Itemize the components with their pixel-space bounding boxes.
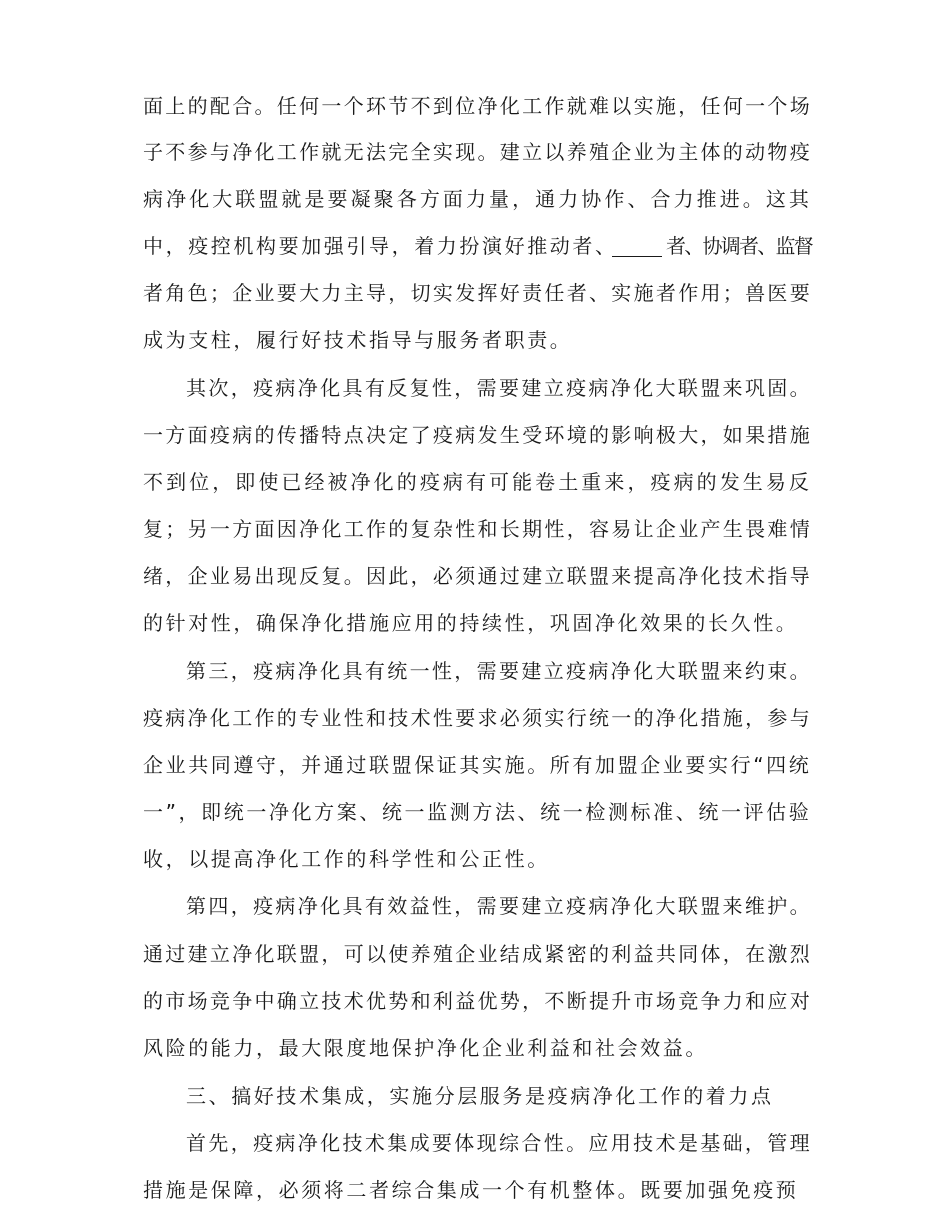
- text-line: [0, 1121, 950, 1165]
- line-text: 第四，疫病净化具有效益性，需要建立疫病净化大联盟来维护。: [186, 894, 812, 918]
- line-text: 绪，企业易出现反复。因此，必须通过建立联盟来提高净化技术指导: [143, 564, 812, 588]
- line-text: 中，疫控机构要加强引导，着力扮演好推动者、: [143, 234, 618, 258]
- line-text: 措施是保障，必须将二者综合集成一个有机整体。既要加强免疫预: [143, 1178, 799, 1202]
- line-text: 的针对性，确保净化措施应用的持续性，巩固净化效果的长久性。: [143, 611, 799, 635]
- text-line: [0, 554, 950, 598]
- line-text: 通过建立净化联盟，可以使养殖企业结成紧密的利益共同体，在激烈: [143, 942, 812, 966]
- line-text: 一方面疫病的传播特点决定了疫病发生受环境的影响极大，如果措施: [143, 423, 812, 447]
- text-line: [0, 743, 950, 787]
- fill-in-blank: [608, 220, 666, 264]
- line-text: 疫病净化工作的专业性和技术性要求必须实行统一的净化措施，参与: [143, 706, 812, 730]
- text-line: [0, 979, 950, 1023]
- section-heading: [0, 1074, 950, 1118]
- text-line: [0, 413, 950, 457]
- text-line: [0, 790, 950, 834]
- text-line: [0, 460, 950, 504]
- line-text: 面上的配合。任何一个环节不到位净化工作就难以实施，任何一个场: [143, 94, 812, 118]
- text-line: [0, 1026, 950, 1070]
- line-text: 病净化大联盟就是要凝聚各方面力量，通力协作、合力推进。这其: [143, 187, 812, 211]
- line-text: 者角色；企业要大力主导，切实发挥好责任者、实施者作用；兽医要: [143, 281, 812, 305]
- line-text: 企业共同遵守，并通过联盟保证其实施。所有加盟企业要实行“四统: [143, 753, 812, 777]
- line-text: 子不参与净化工作就无法完全实现。建立以养殖企业为主体的动物疫: [143, 140, 812, 164]
- text-line: [0, 318, 950, 362]
- text-line: [0, 601, 950, 645]
- text-line: [0, 837, 950, 881]
- text-line: [0, 271, 950, 315]
- line-text: 三、搞好技术集成，实施分层服务是疫病净化工作的着力点: [186, 1084, 774, 1108]
- text-line: [0, 507, 950, 551]
- line-text: 风险的能力，最大限度地保护净化企业利益和社会效益。: [143, 1036, 708, 1060]
- line-text: 复；另一方面因净化工作的复杂性和长期性，容易让企业产生畏难情: [143, 517, 812, 541]
- line-text: 其次，疫病净化具有反复性，需要建立疫病净化大联盟来巩固。: [186, 376, 812, 400]
- line-text: 者、协调者、监督: [666, 234, 812, 258]
- text-line: [0, 1168, 950, 1212]
- line-text: 收，以提高净化工作的科学性和公正性。: [143, 847, 550, 871]
- text-line: [0, 884, 950, 928]
- text-line: [0, 177, 950, 221]
- line-text: 的市场竞争中确立技术优势和利益优势，不断提升市场竞争力和应对: [143, 989, 812, 1013]
- text-line: [0, 224, 950, 268]
- text-line: [0, 649, 950, 693]
- text-line: [0, 696, 950, 740]
- text-line: [0, 84, 950, 128]
- line-text: 不到位，即使已经被净化的疫病有可能卷土重来，疫病的发生易反: [143, 470, 812, 494]
- text-line: [0, 932, 950, 976]
- text-line: [0, 130, 950, 174]
- line-text: 一”，即统一净化方案、统一监测方法、统一检测标准、统一评估验: [143, 800, 812, 824]
- line-text: 成为支柱，履行好技术指导与服务者职责。: [143, 328, 573, 352]
- line-text: 首先，疫病净化技术集成要体现综合性。应用技术是基础，管理: [186, 1131, 812, 1155]
- text-line: [0, 366, 950, 410]
- line-text: 第三，疫病净化具有统一性，需要建立疫病净化大联盟来约束。: [186, 659, 812, 683]
